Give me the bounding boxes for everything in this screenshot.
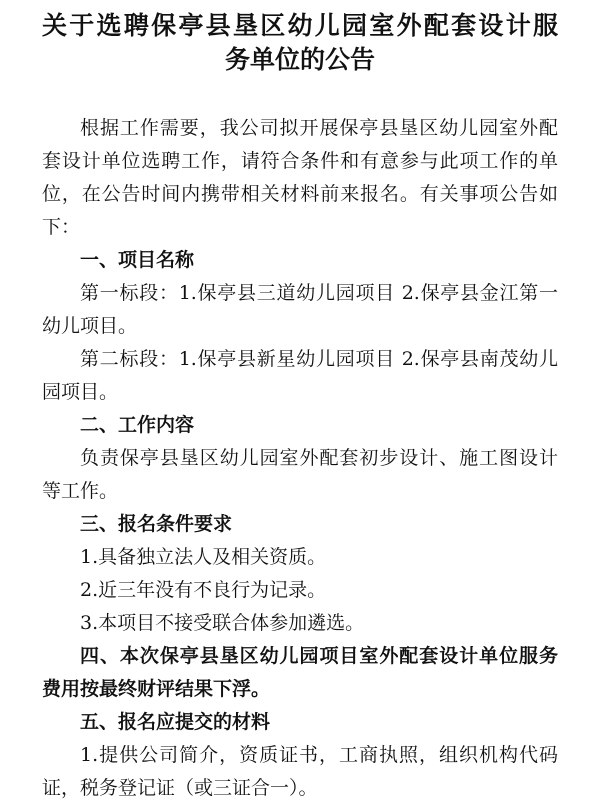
section-heading: 一、项目名称 [80,249,195,271]
lot1-line: 幼儿项目。 [42,315,138,337]
intro-line: 根据工作需要，我公司拟开展保亭县垦区幼儿园室外配 [80,117,558,139]
section-heading: 五、报名应提交的材料 [80,711,271,733]
intro-line: 套设计单位选聘工作，请符合条件和有意参与此项工作的单 [42,150,558,172]
section-heading: 费用按最终财评结果下浮。 [42,678,271,700]
lot2-line: 第二标段：1.保亭县新星幼儿园项目 2.保亭县南茂幼儿 [80,348,558,370]
section-service-fee [42,640,558,706]
document-title [42,9,558,77]
work-content-line: 负责保亭县垦区幼儿园室外配套初步设计、施工图设计 [80,447,558,469]
title-line-2: 务单位的公告 [224,45,375,74]
requirement-item: 3.本项目不接受联合体参加遴选。 [80,612,365,634]
document-body [42,112,558,805]
materials-line: 1.提供公司简介，资质证书，工商执照，组织机构代码 [80,744,558,766]
title-line-1: 关于选聘保亭县垦区幼儿园室外配套设计服 [42,11,558,40]
section-heading: 四、本次保亭县垦区幼儿园项目室外配套设计单位服务 [80,645,558,667]
intro-line: 位，在公告时间内携带相关材料前来报名。有关事项公告如 [42,183,558,205]
requirement-item: 1.具备独立法人及相关资质。 [80,546,327,568]
section-materials [42,706,558,805]
section-heading: 三、报名条件要求 [80,513,233,535]
lot1-line: 第一标段：1.保亭县三道幼儿园项目 2.保亭县金江第一 [80,282,558,304]
work-content-line: 等工作。 [42,480,119,502]
intro-paragraph [42,112,558,244]
lot2-line: 园项目。 [42,381,119,403]
intro-line: 下： [42,216,81,238]
requirement-item: 2.近三年没有不良行为记录。 [80,579,327,601]
section-requirements [42,508,558,640]
section-work-content [42,409,558,508]
section-heading: 二、工作内容 [80,414,195,436]
materials-line: 证，税务登记证（或三证合一）。 [42,777,318,799]
section-project-names [42,244,558,409]
